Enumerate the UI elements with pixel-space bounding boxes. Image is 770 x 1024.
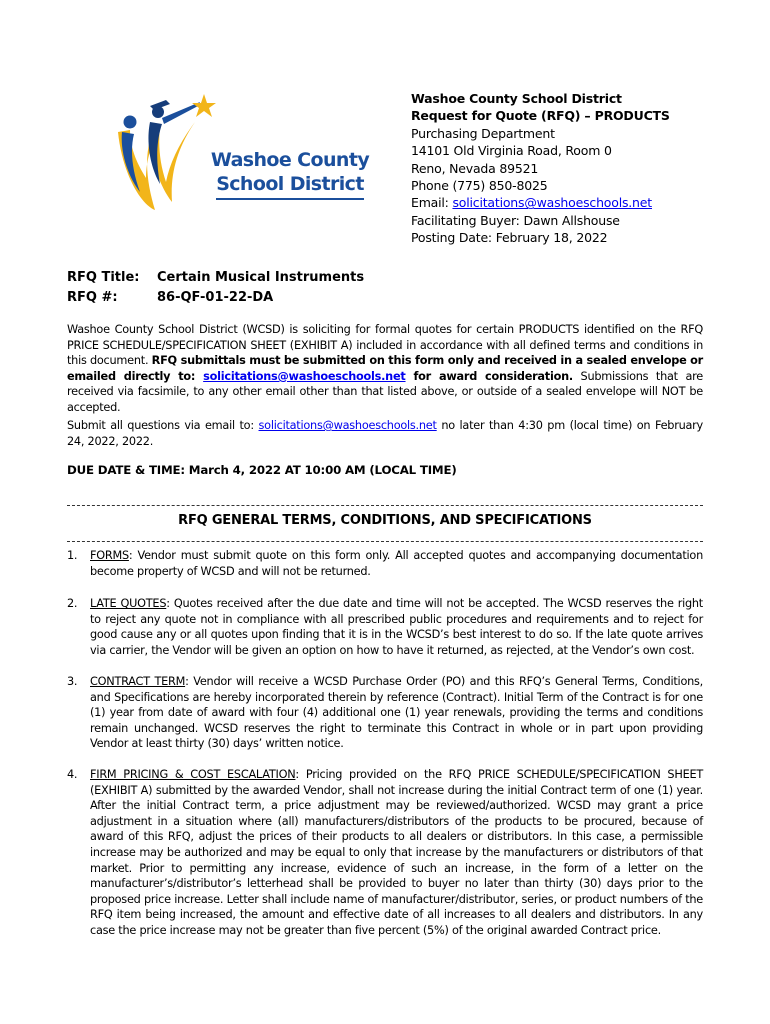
rfq-number-label: RFQ #: bbox=[67, 290, 118, 305]
logo-line-2: School District bbox=[216, 173, 364, 195]
logo-underline bbox=[216, 198, 364, 200]
email-line bbox=[411, 194, 751, 211]
intro-text-2: Submissions that are received via facsimile, to any other email other than that listed above, or outside of a sealed envelope will NOT be accepted. bbox=[67, 369, 703, 414]
rfq-title-row bbox=[67, 268, 364, 288]
item-body: : Vendor will receive a WCSD Purchase Order (PO) and this RFQ’s General Terms, Conditions, and Specifications are hereby incorporated therein by reference (Contract). Initial Term of the Contract is for one (1) year from date of award with four (4) additional one (1) year renewals, providing the terms and conditions remain unchanged. WCSD reserves the right to terminate this Contract in whole or in part upon providing Vendor at least thirty (30) days’ written notice. bbox=[90, 675, 703, 751]
item-body: : Pricing provided on the RFQ PRICE SCHEDULE/SPECIFICATION SHEET (EXHIBIT A) submitted by the awarded Vendor, shall not increase during the initial Contract term of one (1) year. After the initial Contract term, a price adjustment may be reviewed/authorized. WCSD may grant a price adjustment in a situation where (all) manufacturers/distributors of the products to be procured, because of award of this RFQ, adjust the prices of their products to all dealers or distributors. In this case, a permissible increase may be authorized and may be equal to only that increase by the manufacturers or distributors of that market. Prior to permitting any increase, evidence of such an increase, in the form of a letter on the manufacturer’s/distributor’s letterhead shall be provided to buyer no later than thirty (30) days prior to the proposed price increase. Letter shall include name of manufacturer/distributor, series, or product numbers of the RFQ item being increased, the amount and effective date of all increases to all dealers and distributors. In any case the price increase may not be greater than five percent (5%) of the original awarded Contract price. bbox=[90, 768, 703, 937]
logo-graphic bbox=[100, 92, 220, 217]
item-body: : Quotes received after the due date and time will not be accepted. The WCSD reserves the right to reject any quote not in compliance with all prescribed public procedures and requirements and to reject for good cause any or all quotes upon finding that it is in the WCSD’s best interest to do so. If the late quote arrives via carrier, the Vendor will be given an option on how to have it returned, as rejected, at the Vendor’s own cost. bbox=[90, 597, 703, 657]
raised-arm bbox=[162, 102, 200, 124]
divider-bottom bbox=[67, 541, 703, 542]
facilitating-buyer: Facilitating Buyer: Dawn Allshouse bbox=[411, 212, 620, 228]
questions-email-link[interactable]: solicitations@washoeschools.net bbox=[258, 419, 437, 432]
list-item bbox=[67, 674, 703, 752]
divider-top bbox=[67, 505, 703, 506]
rfq-title-value: Certain Musical Instruments bbox=[157, 270, 365, 285]
intro-bold-2: for award consideration. bbox=[405, 369, 573, 383]
address-line-1: 14101 Old Virginia Road, Room 0 bbox=[411, 143, 612, 159]
rfq-number-value: 86-QF-01-22-DA bbox=[157, 290, 274, 305]
district-name: Washoe County School District bbox=[411, 91, 622, 106]
intro-bold-1: RFQ submittals must be submitted on this form only and received in a sealed envelope or emailed directly to: bbox=[67, 354, 703, 383]
document-type: Request for Quote (RFQ) – PRODUCTS bbox=[411, 108, 670, 124]
intro-text-1: Washoe County School District (WCSD) is soliciting for formal quotes for certain PRODUCTS identified on the RFQ PRICE SCHEDULE/SPECIFICATION SHEET (EXHIBIT A) included in accordance with all defined terms and conditions in this document. bbox=[67, 323, 703, 368]
item-body: : Vendor must submit quote on this form only. All accepted quotes and accompanying documentation become property of WCSD and will not be returned. bbox=[90, 549, 703, 578]
rfq-title-label: RFQ Title: bbox=[67, 270, 140, 285]
item-term: LATE QUOTES bbox=[90, 597, 167, 610]
intro-email-link[interactable]: solicitations@washoeschools.net bbox=[203, 369, 406, 383]
department: Purchasing Department bbox=[411, 125, 555, 141]
header-email-link[interactable]: solicitations@washoeschools.net bbox=[452, 195, 652, 211]
rfq-number-row bbox=[67, 288, 364, 308]
due-date: DUE DATE & TIME: March 4, 2022 AT 10:00 AM (LOCAL TIME) bbox=[67, 463, 457, 477]
item-text bbox=[90, 596, 703, 658]
item-text bbox=[90, 548, 703, 579]
item-term: FIRM PRICING & COST ESCALATION bbox=[90, 768, 296, 781]
item-number: 4. bbox=[67, 768, 78, 781]
figure-head-left bbox=[124, 116, 137, 129]
posting-date: Posting Date: February 18, 2022 bbox=[411, 230, 608, 246]
item-term: CONTRACT TERM bbox=[90, 675, 186, 688]
intro-paragraph bbox=[67, 322, 703, 416]
questions-paragraph bbox=[67, 418, 703, 449]
header-block bbox=[411, 90, 751, 247]
wcsd-logo bbox=[100, 92, 370, 217]
phone: Phone (775) 850-8025 bbox=[411, 178, 548, 194]
list-item bbox=[67, 767, 703, 939]
email-label: Email: bbox=[411, 195, 453, 211]
star-icon bbox=[192, 94, 216, 117]
item-number: 3. bbox=[67, 675, 78, 688]
list-item bbox=[67, 548, 703, 579]
questions-text-1: Submit all questions via email to: bbox=[67, 419, 259, 432]
address-line-2: Reno, Nevada 89521 bbox=[411, 160, 539, 176]
item-number: 2. bbox=[67, 597, 78, 610]
item-number: 1. bbox=[67, 549, 78, 562]
item-text bbox=[90, 767, 703, 939]
logo-line-1: Washoe County bbox=[210, 149, 370, 171]
item-term: FORMS bbox=[90, 549, 129, 562]
item-text bbox=[90, 674, 703, 752]
logo-wordmark bbox=[210, 148, 370, 200]
rfq-meta bbox=[67, 268, 364, 308]
questions-text-2: no later than 4:30 pm (local time) on February 24, 2022, 2022. bbox=[67, 419, 703, 448]
section-title: RFQ GENERAL TERMS, CONDITIONS, AND SPECIFICATIONS bbox=[178, 513, 592, 528]
list-item bbox=[67, 596, 703, 658]
